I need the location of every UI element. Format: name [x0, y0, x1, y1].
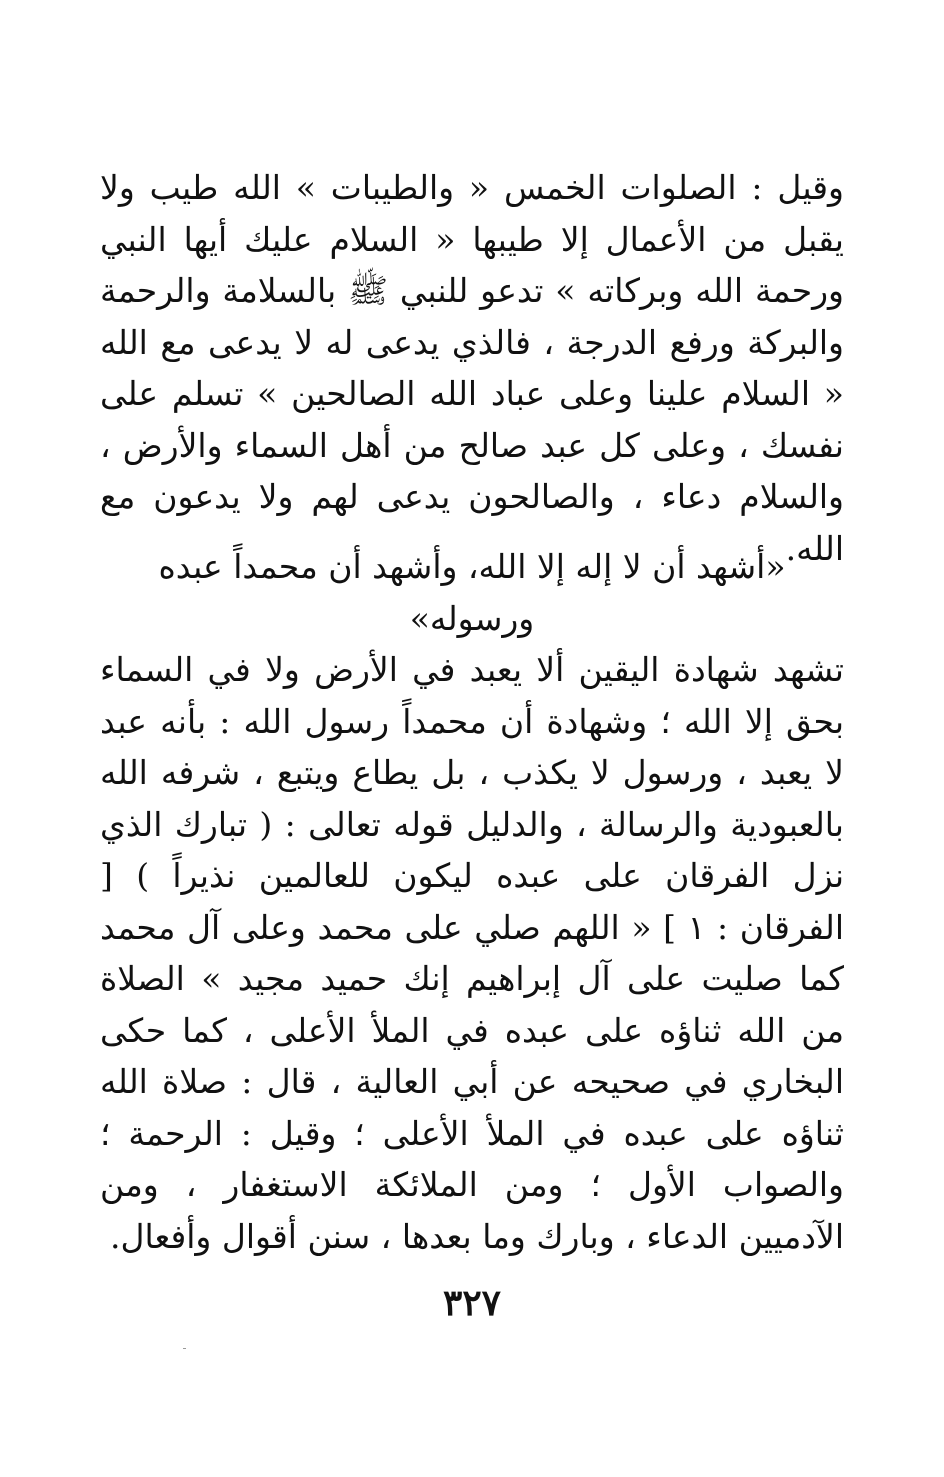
- paragraph-1: [100, 162, 844, 574]
- paragraph-2-text: تشهد شهادة اليقين ألا يعبد في الأرض ولا في السماء بحق إلا الله ؛ وشهادة أن محمداً رسول الله : بأنه عبد لا يعبد ، ورسول لا يكذب ، بل يطاع ويتبع ، شرفه الله بالعبودية والرسالة ، والدليل قوله تعالى : ( تبارك الذي نزل الفرقان على عبده ليكون للعالمين نذيراً ) [ الفرقان : ١ ] « اللهم صلي على محمد وعلى آل محمد كما صليت على آل إبراهيم إنك حميد مجيد » الصلاة من الله ثناؤه على عبده في الملأ الأعلى ، كما حكى البخاري في صحيحه عن أبي العالية ، قال : صلاة الله ثناؤه على عبده في الملأ الأعلى ؛ وقيل : الرحمة ؛ والصواب الأول ؛ ومن الملائكة الاستغفار ، ومن الآدميين الدعاء ، وبارك وما بعدها ، سنن أقوال وأفعال.: [100, 650, 844, 1256]
- page-number: ٣٢٧: [442, 1282, 501, 1324]
- paragraph-1-text: وقيل : الصلوات الخمس « والطيبات » الله طيب ولا يقبل من الأعمال إلا طيبها « السلام عليك أيها النبي ورحمة الله وبركاته » تدعو للنبي ﷺ بالسلامة والرحمة والبركة ورفع الدرجة ، فالذي يدعى له لا يدعى مع الله « السلام علينا وعلى عباد الله الصالحين » تسلم على نفسك ، وعلى كل عبد صالح من أهل السماء والأرض ، والسلام دعاء ، والصالحون يدعى لهم ولا يدعون مع الله.: [100, 168, 844, 568]
- scan-speck: [183, 1348, 186, 1349]
- paragraph-2-heading: «أشهد أن لا إله إلا الله، وأشهد أن محمداً عبده ورسوله»: [158, 547, 786, 638]
- paragraph-2: [100, 541, 844, 1262]
